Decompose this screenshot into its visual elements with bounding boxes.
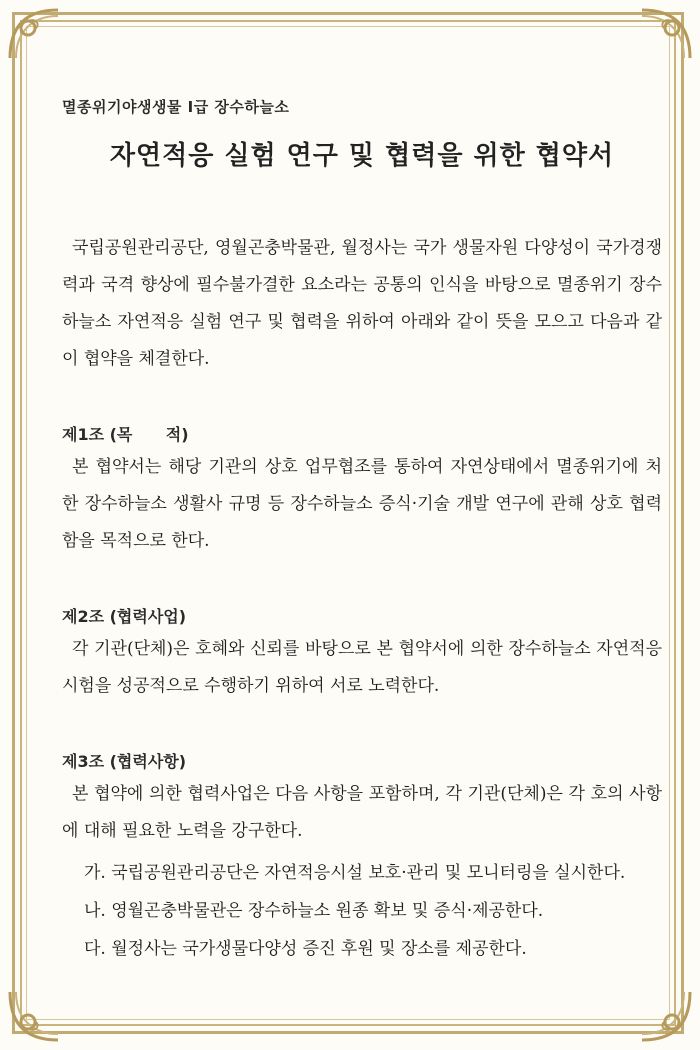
article-1-heading: 제1조 (목 적) xyxy=(62,425,189,444)
document-title: 자연적응 실험 연구 및 협력을 위한 협약서 xyxy=(109,141,615,171)
corner-ornament-icon xyxy=(638,988,694,1044)
corner-ornament-icon xyxy=(638,6,694,62)
article-1-body: 본 협약서는 해당 기관의 상호 업무협조를 통하여 자연상태에서 멸종위기에 처한 장수하늘소 생활사 규명 등 장수하늘소 증식·기술 개발 연구에 관해 상호 협력함을 목적으로 한다. xyxy=(62,457,662,551)
corner-ornament-icon xyxy=(6,988,62,1044)
list-item: 나. 영월곤충박물관은 장수하늘소 원종 확보 및 증식·제공한다. xyxy=(84,901,544,921)
article-3-heading: 제3조 (협력사항) xyxy=(62,752,187,771)
article-2-body: 각 기관(단체)은 호혜와 신뢰를 바탕으로 본 협약서에 의한 장수하늘소 자연적응시험을 성공적으로 수행하기 위하여 서로 노력한다. xyxy=(62,639,662,696)
article-2-heading: 제2조 (협력사업) xyxy=(62,607,187,626)
article-3-items xyxy=(62,854,662,968)
document-body xyxy=(62,96,662,968)
list-item: 다. 월정사는 국가생물다양성 증진 후원 및 장소를 제공한다. xyxy=(84,939,527,959)
corner-ornament-icon xyxy=(6,6,62,62)
list-item: 가. 국립공원관리공단은 자연적응시설 보호·관리 및 모니터링을 실시한다. xyxy=(84,863,626,883)
document-subtitle: 멸종위기야생생물 Ⅰ급 장수하늘소 xyxy=(62,98,290,116)
article-3-body: 본 협약에 의한 협력사업은 다음 사항을 포함하며, 각 기관(단체)은 각 호의 사항에 대해 필요한 노력을 강구한다. xyxy=(62,784,662,841)
preamble-paragraph: 국립공원관리공단, 영월곤충박물관, 월정사는 국가 생물자원 다양성이 국가경쟁력과 국격 향상에 필수불가결한 요소라는 공통의 인식을 바탕으로 멸종위기 장수하늘소 자연적응 실험 연구 및 협력을 위하여 아래와 같이 뜻을 모으고 다음과 같이 협약을 체결한다. xyxy=(62,238,662,369)
